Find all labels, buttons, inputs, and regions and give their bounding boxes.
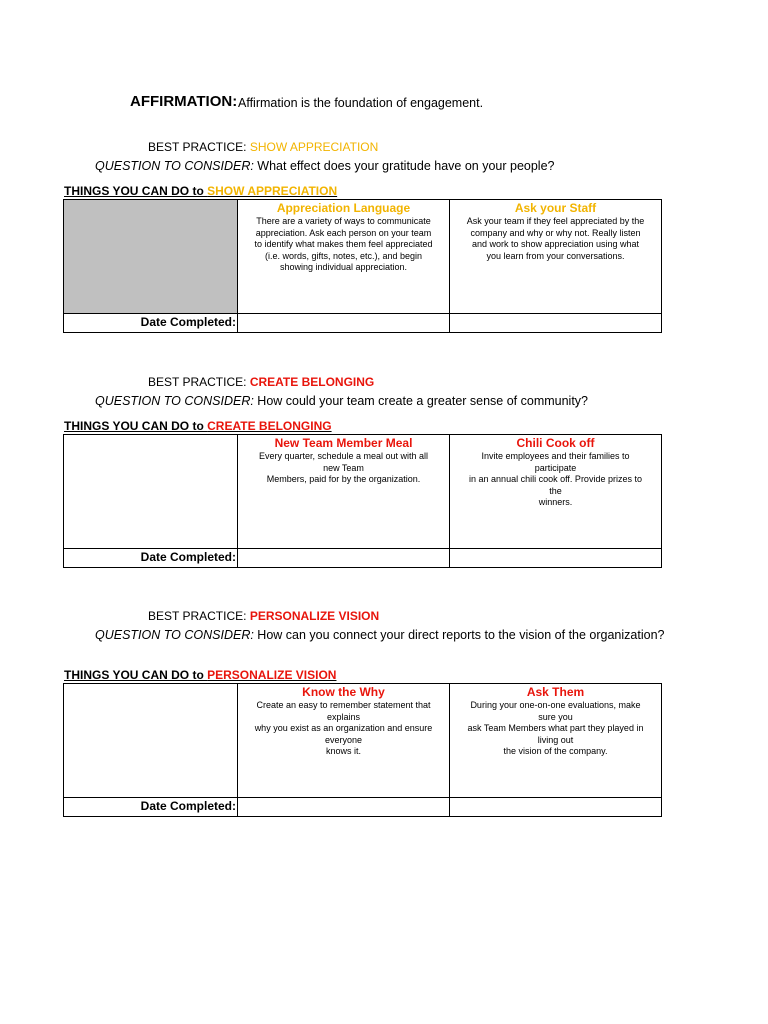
activity-title: New Team Member Meal — [274, 436, 413, 450]
activity-description: Invite employees and their families to participate in an annual chili cook off. Provide prizes to the winners. — [469, 451, 642, 507]
activity-title: Appreciation Language — [276, 201, 411, 215]
activity-cell — [238, 684, 450, 798]
blank-cell — [64, 684, 238, 798]
activity-description: There are a variety of ways to communicate appreciation. Ask each person on your team to identify what makes them feel appreciated (i.e. words, gifts, notes, etc.), and begin showing individual appreciation. — [254, 216, 433, 272]
activity-cell — [450, 684, 662, 798]
question-line — [95, 394, 588, 408]
things-practice: PERSONALIZE VISION — [207, 668, 337, 682]
things-label: THINGS YOU CAN DO to — [64, 419, 208, 433]
activity-title: Know the Why — [302, 685, 385, 699]
question-text: How could your team create a greater sense of community? — [257, 394, 589, 408]
affirmation-statement: Affirmation is the foundation of engagement. — [238, 96, 484, 110]
activity-title: Chili Cook off — [516, 436, 595, 450]
things-heading — [64, 668, 336, 682]
best-practice-label: BEST PRACTICE: — [148, 140, 250, 154]
activity-description: During your one-on-one evaluations, make sure you ask Team Members what part they played in living out the vision of the company. — [467, 700, 644, 756]
blank-cell — [64, 435, 238, 549]
best-practice-name: CREATE BELONGING — [249, 375, 375, 389]
question-text: How can you connect your direct reports to the vision of the organization? — [257, 628, 665, 642]
things-label: THINGS YOU CAN DO to — [64, 184, 208, 198]
date-completed-label: Date Completed: — [64, 549, 238, 568]
things-heading — [64, 184, 337, 198]
activity-description: Every quarter, schedule a meal out with all new Team Members, paid for by the organization. — [258, 451, 429, 484]
activity-table — [63, 199, 662, 333]
date-completed-label: Date Completed: — [64, 798, 238, 817]
question-line — [95, 159, 554, 173]
question-label: QUESTION TO CONSIDER: — [95, 394, 258, 408]
question-label: QUESTION TO CONSIDER: — [95, 628, 258, 642]
activity-cell — [450, 435, 662, 549]
things-practice: CREATE BELONGING — [207, 419, 332, 433]
date-completed-field[interactable] — [238, 798, 450, 817]
best-practice-label: BEST PRACTICE: — [148, 609, 250, 623]
best-practice-line — [148, 140, 378, 154]
best-practice-line — [148, 609, 379, 623]
date-completed-label: Date Completed: — [64, 314, 238, 333]
question-line — [95, 628, 664, 642]
activity-cell — [238, 200, 450, 314]
things-practice: SHOW APPRECIATION — [207, 184, 338, 198]
activity-description: Create an easy to remember statement that explains why you exist as an organization and ensure everyone knows it. — [254, 700, 433, 756]
activity-cell — [450, 200, 662, 314]
best-practice-name: SHOW APPRECIATION — [249, 140, 379, 154]
activity-cell — [238, 435, 450, 549]
affirmation-heading: AFFIRMATION: — [130, 93, 238, 110]
best-practice-label: BEST PRACTICE: — [148, 375, 250, 389]
question-label: QUESTION TO CONSIDER: — [95, 159, 258, 173]
activity-table — [63, 434, 662, 568]
best-practice-name: PERSONALIZE VISION — [249, 609, 380, 623]
activity-title: Ask Them — [526, 685, 585, 699]
things-heading — [64, 419, 332, 433]
best-practice-line — [148, 375, 374, 389]
date-completed-field[interactable] — [450, 314, 662, 333]
blank-cell — [64, 200, 238, 314]
activity-title: Ask your Staff — [514, 201, 597, 215]
things-label: THINGS YOU CAN DO to — [64, 668, 208, 682]
activity-description: Ask your team if they feel appreciated by the company and why or why not. Really listen and work to show appreciation using what you learn from your conversations. — [466, 216, 645, 261]
date-completed-field[interactable] — [450, 798, 662, 817]
activity-table — [63, 683, 662, 817]
date-completed-field[interactable] — [238, 549, 450, 568]
question-text: What effect does your gratitude have on your people? — [257, 159, 555, 173]
date-completed-field[interactable] — [450, 549, 662, 568]
date-completed-field[interactable] — [238, 314, 450, 333]
